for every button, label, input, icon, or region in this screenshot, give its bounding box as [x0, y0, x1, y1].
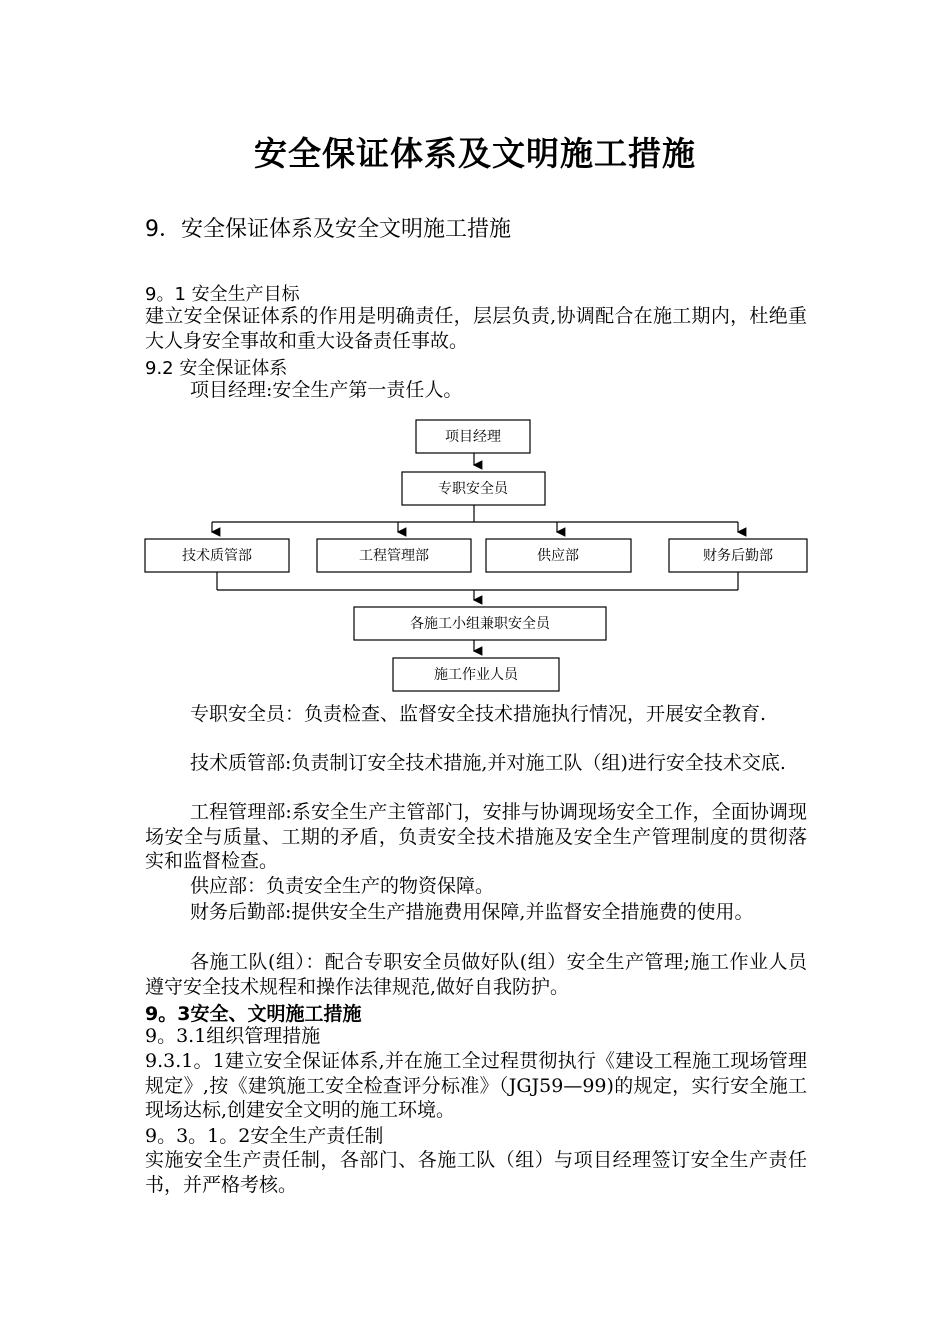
label-dept-1: 技术质管部 [182, 548, 252, 564]
heading-9-1: 9。1 安全生产目标 [145, 284, 300, 305]
heading-9-3-1-2: 9。3。1。2安全生产责任制 [145, 1125, 384, 1147]
duty-supply: 供应部：负责安全生产的物资保障。 [190, 875, 495, 897]
label-dept-4: 财务后勤部 [703, 548, 773, 564]
heading-9-2: 9.2 安全保证体系 [145, 358, 288, 379]
duty-finance: 财务后勤部:提供安全生产措施费用保障,并监督安全措施费的使用。 [190, 901, 754, 923]
label-safety-officer: 专职安全员 [438, 481, 508, 497]
label-workers: 施工作业人员 [434, 667, 518, 683]
section-heading: 9．安全保证体系及安全文明施工措施 [145, 217, 511, 242]
duty-teams: 各施工队(组）：配合专职安全员做好队(组）安全生产管理;施工作业人员遵守安全技术规程和操作法律规范,做好自我防护。 [145, 951, 807, 998]
paragraph-9-3-1-2: 实施安全生产责任制，各部门、各施工队（组）与项目经理签订安全生产责任书，并严格考核。 [145, 1149, 807, 1196]
duty-tech-quality: 技术质管部:负责制订安全技术措施,并对施工队（组)进行安全技术交底. [190, 752, 786, 774]
label-dept-2: 工程管理部 [359, 548, 429, 564]
page-title: 安全保证体系及文明施工措施 [254, 134, 696, 173]
duty-engineering: 工程管理部:系安全生产主管部门，安排与协调现场安全工作，全面协调现场安全与质量、工期的矛盾，负责安全技术措施及安全生产管理制度的贯彻落实和监督检查。 [145, 801, 807, 872]
paragraph-9-3-1-1: 9.3.1。1建立安全保证体系,并在施工全过程贯彻执行《建设工程施工现场管理规定》,按《建筑施工安全检查评分标准》（JGJ59—99)的规定，实行安全施工现场达标,创建安全文明的施工环境。 [145, 1050, 807, 1121]
paragraph-9-2-intro: 项目经理:安全生产第一责任人。 [190, 379, 463, 401]
duty-safety-officer: 专职安全员：负责检查、监督安全技术措施执行情况，开展安全教育. [190, 703, 767, 725]
heading-9-3: 9。3安全、文明施工措施 [145, 1003, 362, 1025]
label-project-manager: 项目经理 [445, 429, 501, 445]
paragraph-9-1: 建立安全保证体系的作用是明确责任，层层负责,协调配合在施工期内，杜绝重大人身安全事故和重大设备责任事故。 [145, 305, 807, 352]
label-dept-3: 供应部 [537, 548, 579, 564]
label-group-safety: 各施工小组兼职安全员 [410, 616, 550, 632]
heading-9-3-1: 9。3.1组织管理措施 [145, 1025, 321, 1047]
